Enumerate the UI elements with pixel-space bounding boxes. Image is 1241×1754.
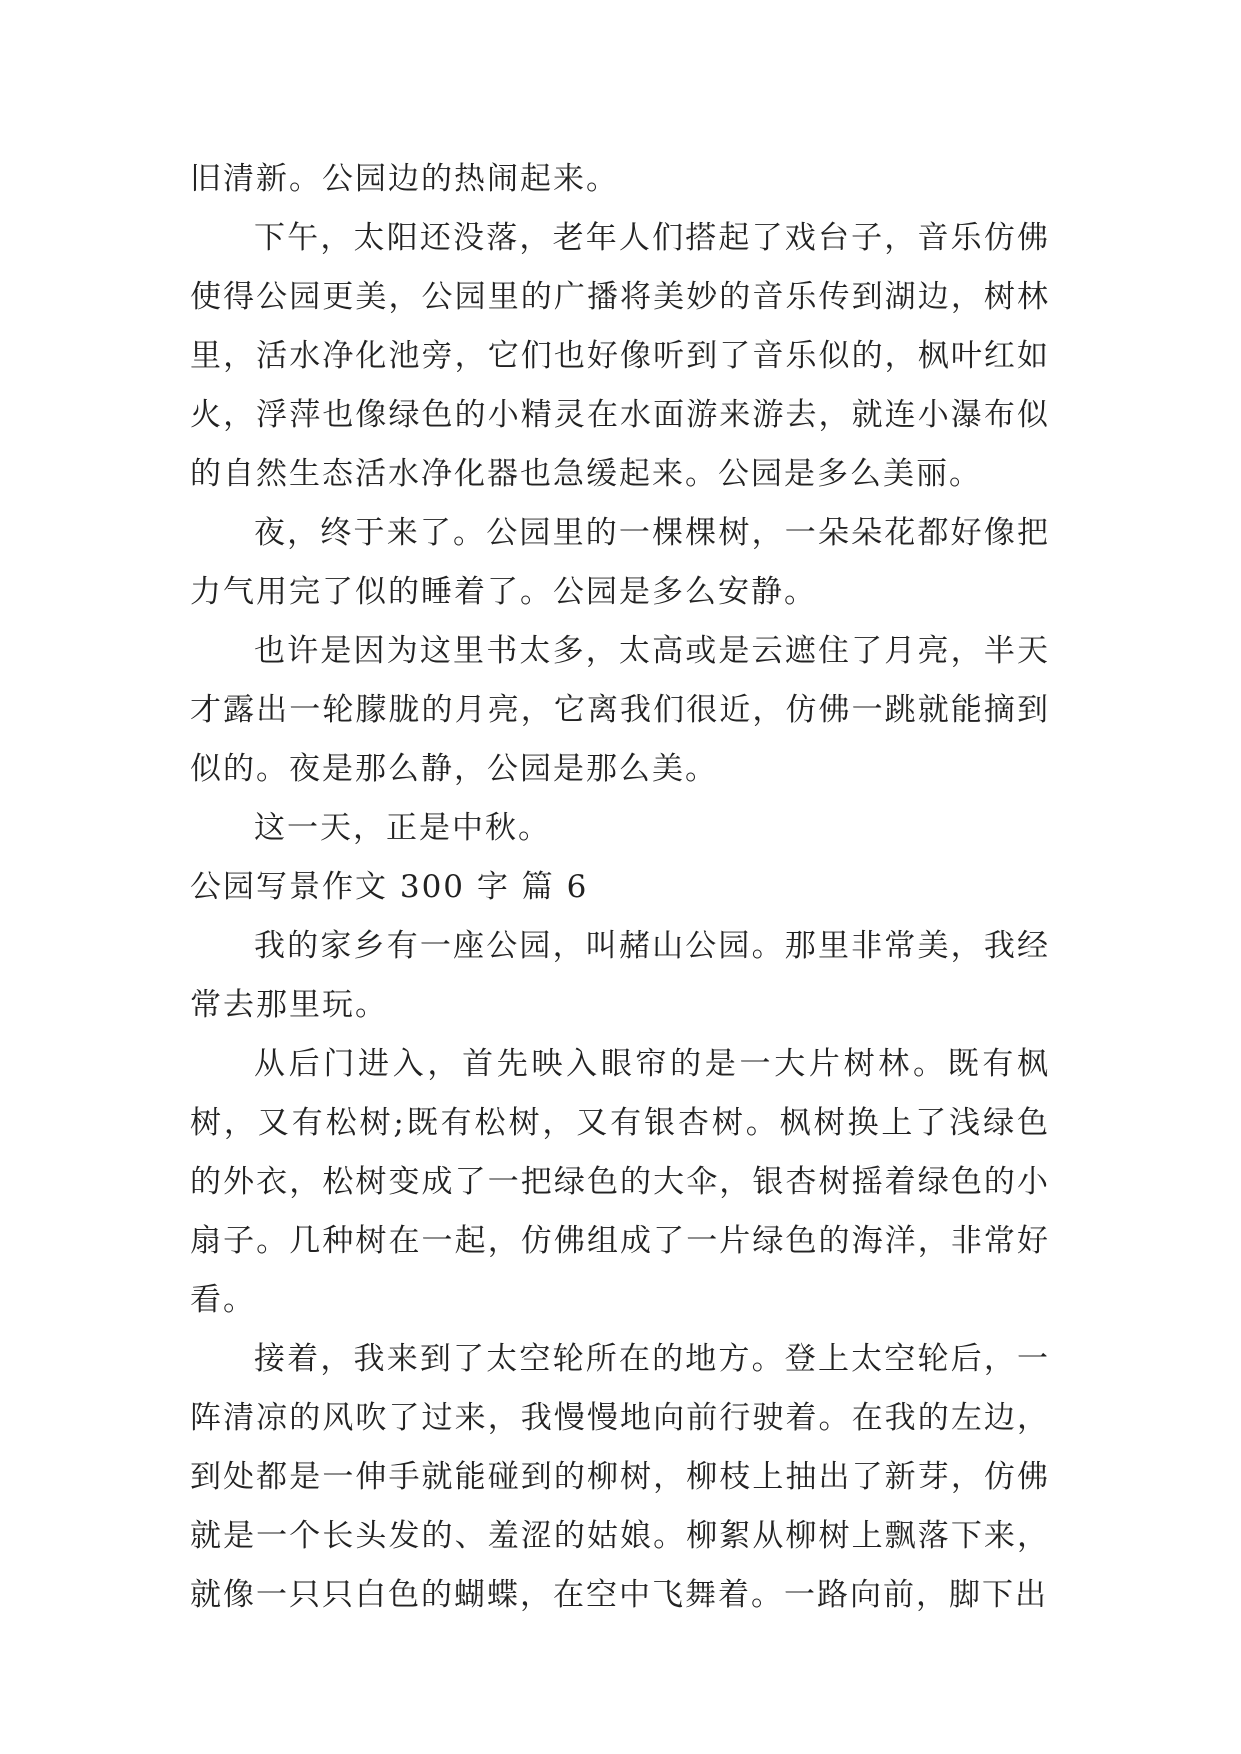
paragraph-continuation: 旧清新。公园边的热闹起来。 [190, 161, 619, 197]
paragraph-hometown-park: 我的家乡有一座公园，叫赭山公园。那里非常美，我经常去那里玩。 [190, 928, 1050, 1023]
paragraph-night: 夜，终于来了。公园里的一棵棵树，一朵朵花都好像把力气用完了似的睡着了。公园是多么安静。 [190, 515, 1050, 610]
document-page [190, 150, 1050, 1625]
paragraph-trees: 从后门进入，首先映入眼帘的是一大片树林。既有枫树，又有松树;既有松树，又有银杏树。枫树换上了浅绿色的外衣，松树变成了一把绿色的大伞，银杏树摇着绿色的小扇子。几种树在一起，仿佛组成了一片绿色的海洋，非常好看。 [190, 1046, 1050, 1318]
paragraph-space-wheel: 接着，我来到了太空轮所在的地方。登上太空轮后，一阵清凉的风吹了过来，我慢慢地向前行驶着。在我的左边，到处都是一伸手就能碰到的柳树，柳枝上抽出了新芽，仿佛就是一个长头发的、羞涩的姑娘。柳絮从柳树上飘落下来，就像一只只白色的蝴蝶，在空中飞舞着。一路向前，脚下出 [190, 1341, 1050, 1613]
section-heading: 公园写景作文 300 字 篇 6 [190, 869, 589, 905]
paragraph-afternoon: 下午，太阳还没落，老年人们搭起了戏台子，音乐仿佛使得公园更美，公园里的广播将美妙的音乐传到湖边，树林里，活水净化池旁，它们也好像听到了音乐似的，枫叶红如火，浮萍也像绿色的小精灵在水面游来游去，就连小瀑布似的自然生态活水净化器也急缓起来。公园是多么美丽。 [190, 220, 1050, 492]
paragraph-moon: 也许是因为这里书太多，太高或是云遮住了月亮，半天才露出一轮朦胧的月亮，它离我们很近，仿佛一跳就能摘到似的。夜是那么静，公园是那么美。 [190, 633, 1050, 787]
paragraph-mid-autumn: 这一天，正是中秋。 [254, 810, 551, 846]
